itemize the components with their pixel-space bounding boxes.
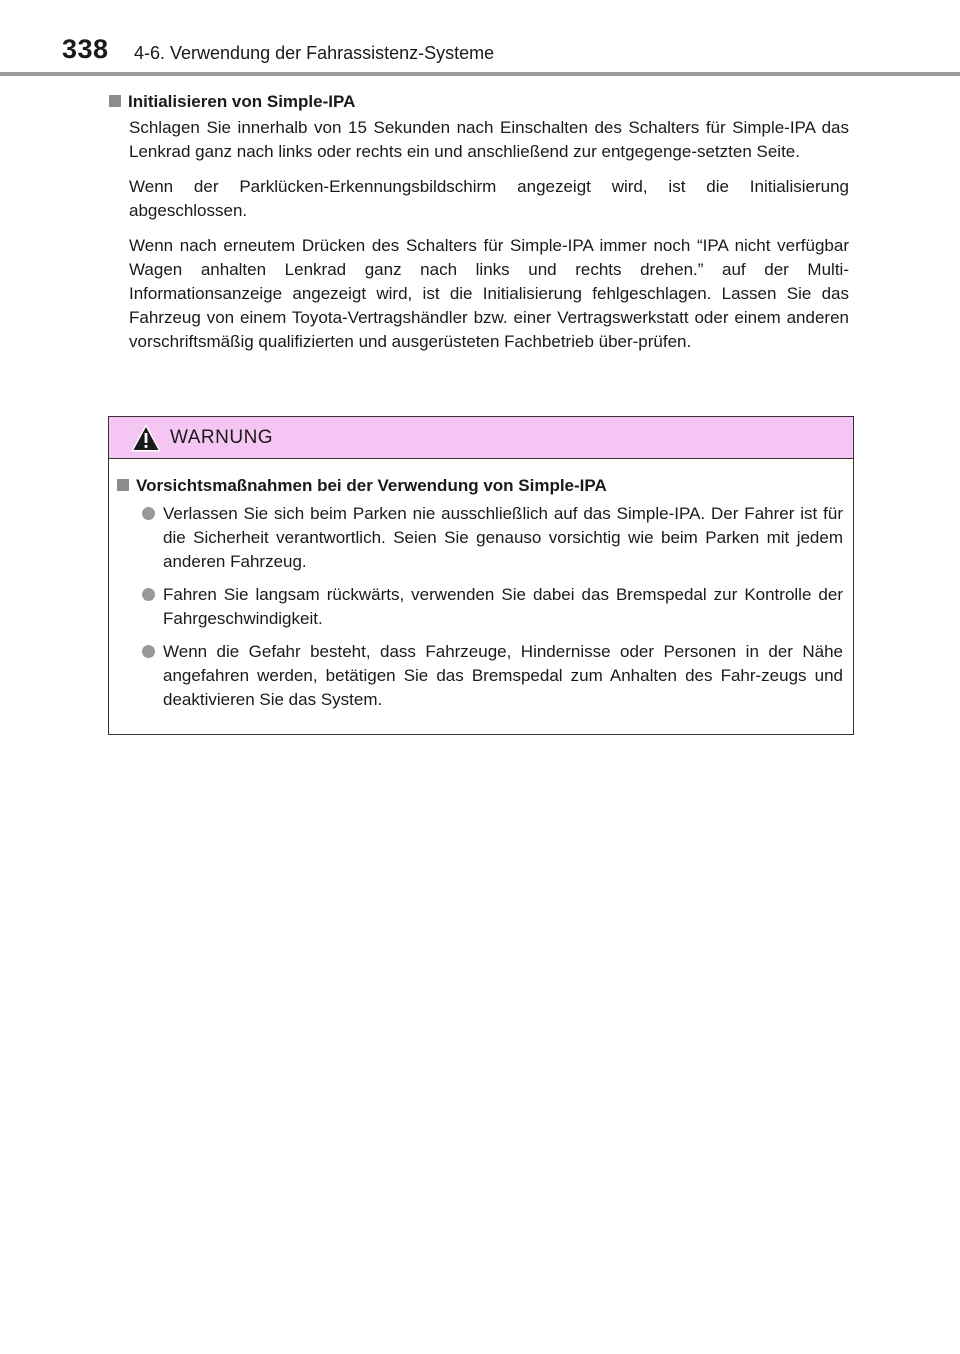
section-title: 4-6. Verwendung der Fahrassistenz-Systeme	[134, 43, 495, 63]
page-number: 338	[62, 34, 109, 64]
circle-bullet-icon	[142, 507, 155, 520]
circle-bullet-icon	[142, 645, 155, 658]
warning-triangle-icon	[131, 424, 161, 452]
warning-title: WARNUNG	[170, 427, 274, 448]
warning-item-text: Verlassen Sie sich beim Parken nie ausschließlich auf das Simple-IPA. Der Fahrer ist für die Sicherheit verantwortlich. Seien Sie genauso vorsichtig wie beim Parken mit jedem anderen Fahrzeug.	[163, 504, 843, 571]
main-content	[109, 90, 849, 365]
warning-heading-text: Vorsichtsmaßnahmen bei der Verwendung von Simple-IPA	[136, 476, 607, 495]
paragraph: Schlagen Sie innerhalb von 15 Sekunden nach Einschalten des Schalters für Simple-IPA das Lenkrad ganz nach links oder rechts ein und anschließend zur entgegenge-setzten Seite.	[129, 118, 849, 161]
warning-list-item	[163, 502, 843, 574]
initialization-heading	[109, 90, 849, 114]
page-header	[0, 0, 960, 76]
square-bullet-icon	[117, 479, 129, 491]
warning-body	[109, 459, 853, 712]
warning-header	[109, 417, 853, 459]
square-bullet-icon	[109, 95, 121, 107]
warning-list-item	[163, 583, 843, 631]
warning-list-item	[163, 640, 843, 712]
warning-item-text: Wenn die Gefahr besteht, dass Fahrzeuge, Hindernisse oder Personen in der Nähe angefahren werden, betätigen Sie das Bremspedal zum Anhalten des Fahr-zeugs und deaktivieren Sie das System.	[163, 642, 843, 709]
circle-bullet-icon	[142, 588, 155, 601]
paragraph: Wenn der Parklücken-Erkennungsbildschirm angezeigt wird, ist die Initialisierung abgeschlossen.	[129, 177, 849, 220]
paragraph: Wenn nach erneutem Drücken des Schalters für Simple-IPA immer noch “IPA nicht verfügbar Wagen anhalten Lenkrad ganz nach links und rechts drehen.” auf der Multi-Informationsanzeige angezeigt wird, ist die Initialisierung fehlgeschlagen. Lassen Sie das Fahrzeug von einem Toyota-Vertragshändler bzw. einer Vertragswerkstatt oder einem anderen vorschriftsmäßig qualifizierten und ausgerüsteten Fachbetrieb über-prüfen.	[129, 236, 849, 351]
initialization-heading-text: Initialisieren von Simple-IPA	[128, 92, 356, 111]
warning-box	[108, 416, 854, 735]
warning-item-text: Fahren Sie langsam rückwärts, verwenden Sie dabei das Bremspedal zur Kontrolle der Fahrgeschwindigkeit.	[163, 585, 843, 628]
warning-heading	[117, 474, 843, 498]
